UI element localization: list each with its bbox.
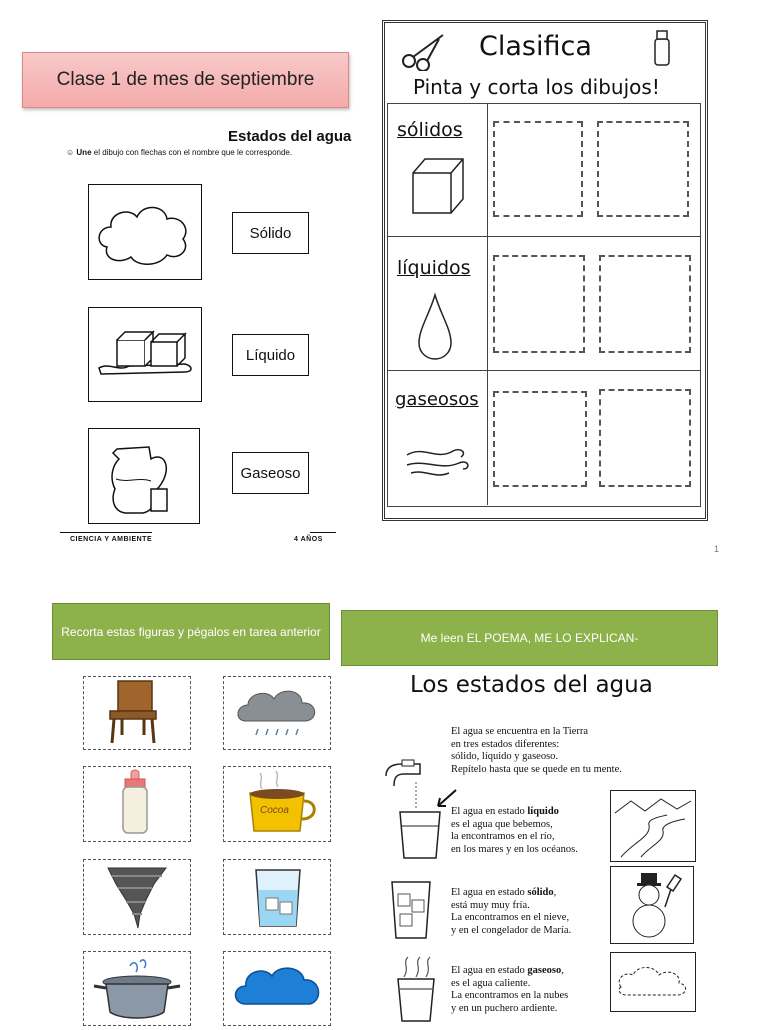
category-solidos: sólidos (397, 119, 463, 141)
cut-slot-liquid-2 (599, 255, 691, 353)
instruction-text: el dibujo con flechas con el nombre que le corresponde. (91, 148, 293, 157)
slide-title (22, 52, 349, 108)
worksheet-instruction (66, 148, 292, 157)
grid-row-line-1 (387, 236, 701, 237)
cut-slot-gas-2 (599, 389, 691, 487)
cloud-icon (89, 185, 201, 279)
stanza-head-text: El agua en estado (451, 965, 528, 976)
cocoa-label: Cocoa (260, 805, 289, 816)
stanza-line: es el agua caliente. (451, 977, 531, 989)
poem-intro-line: sólido, líquido y gaseoso. (451, 751, 559, 762)
card-chair (83, 676, 191, 750)
card-rain-cloud (223, 676, 331, 750)
card-blue-cloud (223, 951, 331, 1026)
baby-bottle-icon (84, 767, 190, 841)
stanza-line: en los mares y en los océanos. (451, 843, 578, 855)
footer-rule-left (60, 532, 152, 533)
category-gaseosos: gaseosos (395, 389, 479, 410)
poem-solid-stanza (451, 887, 571, 937)
stanza-keyword: líquido (527, 806, 559, 817)
jug-picture (88, 428, 200, 524)
ice-cubes-icon (89, 308, 201, 401)
card-ice-glass (223, 859, 331, 935)
label-gaseoso: Gaseoso (232, 452, 309, 494)
stanza-head-text: El agua en estado (451, 887, 528, 898)
poem-intro-line: Repítelo hasta que se quede en tu mente. (451, 763, 622, 775)
blue-cloud-icon (224, 952, 330, 1025)
stanza-head (451, 806, 578, 819)
ice-water-glass-icon (224, 860, 330, 934)
classify-title: Clasifica (479, 31, 592, 62)
footer-subject: CIENCIA Y AMBIENTE (70, 536, 153, 543)
poem-intro-line: en tres estados diferentes: (451, 738, 560, 750)
stanza-head (451, 887, 571, 900)
stanza-line: y en un puchero ardiente. (451, 1002, 558, 1014)
stanza-line: está muy muy fría. (451, 899, 530, 911)
cut-slot-solid-1 (493, 121, 583, 217)
cooking-pot-icon (84, 952, 190, 1025)
hot-cocoa-mug-icon (224, 767, 330, 841)
classify-subtitle: Pinta y corta los dibujos! (413, 75, 660, 99)
poem-intro-line: El agua se encuentra en la Tierra (451, 726, 589, 737)
tornado-icon (84, 860, 190, 934)
poem-gas-stanza (451, 965, 568, 1015)
snowman-scene (610, 866, 694, 944)
cut-slot-gas-1 (493, 391, 587, 487)
slide-title-text: Clase 1 de mes de septiembre (56, 69, 315, 90)
banner-poem (341, 610, 718, 666)
footer-rule-right (310, 532, 336, 533)
poem-intro (451, 726, 622, 776)
steam-glass-illustration (390, 955, 440, 1023)
grid-divider (487, 103, 488, 505)
snowman-icon (611, 867, 693, 943)
wind-icon (403, 441, 473, 481)
scissors-icon (399, 31, 449, 71)
bottle-icon (651, 27, 673, 69)
instruction-verb: Une (76, 148, 92, 157)
page-number: 1 (714, 544, 720, 554)
card-hot-cocoa (223, 766, 331, 842)
stanza-punct: , (561, 965, 564, 976)
label-solido: Sólido (232, 212, 309, 254)
water-jug-icon (89, 429, 199, 523)
stanza-line: la encontramos en el río, (451, 831, 555, 842)
footer-age: 4 AÑOS (294, 536, 323, 543)
stanza-head-text: El agua en estado (451, 806, 528, 817)
river-scene (610, 790, 696, 862)
stanza-line: La encontramos en el nieve, (451, 912, 570, 923)
ice-cubes-picture (88, 307, 202, 402)
stanza-line: es el agua que bebemos, (451, 818, 553, 830)
cut-slot-liquid-1 (493, 255, 585, 353)
water-drop-icon (415, 291, 455, 363)
cube-icon (409, 155, 469, 219)
cloud-picture (88, 184, 202, 280)
poem-title: Los estados del agua (410, 672, 653, 698)
stanza-keyword: gaseoso (527, 965, 562, 976)
stanza-head (451, 965, 568, 978)
classify-sheet (382, 20, 708, 521)
clouds-scene (610, 952, 696, 1012)
rain-cloud-icon (224, 677, 330, 749)
card-tornado (83, 859, 191, 935)
card-baby-bottle (83, 766, 191, 842)
banner-poem-text: Me leen EL POEMA, ME LO EXPLICAN- (420, 631, 639, 645)
banner-cut-text: Recorta estas figuras y pégalos en tarea anterior (61, 624, 321, 639)
cut-slot-solid-2 (597, 121, 689, 217)
smiley-icon: ☺ (66, 148, 75, 157)
river-icon (611, 791, 695, 861)
stanza-keyword: sólido (527, 887, 554, 898)
label-liquido: Líquido (232, 334, 309, 376)
grid-row-line-2 (387, 370, 701, 371)
stanza-punct: , (553, 887, 557, 898)
ice-glass-illustration (386, 878, 436, 942)
stanza-line: y en el congelador de María. (451, 924, 572, 936)
clouds-icon (611, 953, 695, 1011)
card-pot (83, 951, 191, 1026)
poem-liquid-stanza (451, 806, 578, 856)
chair-icon (84, 677, 190, 749)
banner-cut (52, 603, 330, 660)
worksheet-title: Estados del agua (228, 128, 352, 145)
category-liquidos: líquidos (397, 257, 471, 279)
stanza-line: La encontramos en la nubes (451, 990, 569, 1001)
